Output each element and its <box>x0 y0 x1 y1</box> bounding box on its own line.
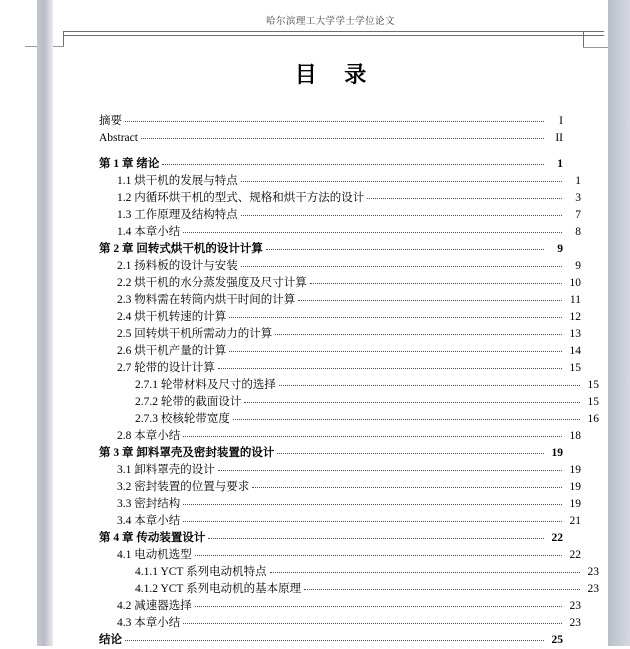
toc-entry-label: 第 3 章 卸料罩壳及密封装置的设计 <box>99 447 275 459</box>
toc-dot-leader <box>229 309 562 320</box>
toc-dot-leader <box>229 343 562 354</box>
page-header <box>53 0 608 46</box>
frame-corner-right <box>583 31 584 48</box>
toc-entry-page-number: 23 <box>569 600 581 612</box>
toc-entry[interactable] <box>99 377 599 394</box>
toc-entry-page-number: 1 <box>575 175 581 187</box>
toc-entry[interactable] <box>99 394 599 411</box>
left-margin-gutter <box>37 0 53 646</box>
toc-entry-page-number: 23 <box>569 617 581 629</box>
toc-dot-leader <box>195 598 562 609</box>
toc-entry-label: 1.4 本章小结 <box>117 226 181 238</box>
toc-dot-leader <box>141 130 544 141</box>
toc-entry[interactable] <box>99 496 581 513</box>
toc-entry[interactable] <box>99 130 563 147</box>
toc-entry-page-number: 19 <box>551 447 563 459</box>
toc-entry[interactable] <box>99 173 581 190</box>
toc-entry-label: 2.8 本章小结 <box>117 430 181 442</box>
toc-entry-page-number: 12 <box>569 311 581 323</box>
toc-entry-label: 2.2 烘干机的水分蒸发强度及尺寸计算 <box>117 277 307 289</box>
toc-entry[interactable] <box>99 445 563 462</box>
toc-entry[interactable] <box>99 343 581 360</box>
toc-entry-label: 3.3 密封结构 <box>117 498 181 510</box>
toc-dot-leader <box>183 428 562 439</box>
toc-dot-leader <box>310 275 562 286</box>
toc-entry-page-number: 19 <box>569 498 581 510</box>
toc-entry[interactable] <box>99 598 581 615</box>
frame-corner-left <box>63 31 64 47</box>
toc-dot-leader <box>241 207 562 218</box>
toc-dot-leader <box>218 462 562 473</box>
right-scroll-gutter <box>608 0 630 646</box>
toc-entry[interactable] <box>99 326 581 343</box>
toc-entry[interactable] <box>99 207 581 224</box>
toc-entry-label: 4.2 减速器选择 <box>117 600 192 612</box>
toc-entry[interactable] <box>99 309 581 326</box>
toc-entry-page-number: 22 <box>569 549 581 561</box>
toc-dot-leader <box>304 581 580 592</box>
toc-entry-page-number: 15 <box>569 362 581 374</box>
toc-entry[interactable] <box>99 632 563 649</box>
toc-entry[interactable] <box>99 224 581 241</box>
toc-entry-page-number: 15 <box>587 379 599 391</box>
toc-dot-leader <box>233 411 580 422</box>
table-of-contents <box>99 113 599 649</box>
toc-entry-page-number: I <box>559 115 563 127</box>
toc-entry[interactable] <box>99 615 581 632</box>
toc-entry-page-number: 16 <box>587 413 599 425</box>
toc-dot-leader <box>241 173 562 184</box>
toc-entry-page-number: 10 <box>569 277 581 289</box>
document-page <box>53 0 608 646</box>
toc-entry-label: 2.4 烘干机转速的计算 <box>117 311 227 323</box>
toc-entry[interactable] <box>99 156 563 173</box>
toc-dot-leader <box>183 224 562 235</box>
toc-spacer <box>99 147 563 156</box>
toc-entry-page-number: 8 <box>575 226 581 238</box>
toc-dot-leader <box>125 113 544 124</box>
toc-entry-page-number: 21 <box>569 515 581 527</box>
toc-dot-leader <box>195 547 562 558</box>
toc-entry-label: 4.1.1 YCT 系列电动机特点 <box>135 566 267 578</box>
toc-dot-leader <box>162 156 544 167</box>
toc-dot-leader <box>298 292 562 303</box>
toc-entry-label: 摘要 <box>99 115 122 127</box>
toc-entry-label: 2.1 扬料板的设计与安装 <box>117 260 238 272</box>
toc-dot-leader <box>183 513 562 524</box>
toc-dot-leader <box>266 241 544 252</box>
toc-entry-page-number: 1 <box>557 158 563 170</box>
toc-entry-label: 4.3 本章小结 <box>117 617 181 629</box>
running-head-text: 哈尔滨理工大学学士学位论文 <box>266 17 395 27</box>
toc-dot-leader <box>244 394 580 405</box>
toc-dot-leader <box>275 326 562 337</box>
toc-entry-page-number: 23 <box>587 583 599 595</box>
toc-entry-page-number: 15 <box>587 396 599 408</box>
toc-entry-label: 2.3 物料需在转筒内烘干时间的计算 <box>117 294 296 306</box>
toc-entry-label: 2.7.2 轮带的截面设计 <box>135 396 242 408</box>
toc-entry-page-number: 9 <box>557 243 563 255</box>
toc-entry[interactable] <box>99 564 599 581</box>
toc-dot-leader <box>125 632 544 643</box>
toc-entry-label: 2.7.3 校核轮带宽度 <box>135 413 230 425</box>
toc-entry-page-number: II <box>555 132 563 144</box>
toc-dot-leader <box>208 530 544 541</box>
toc-entry[interactable] <box>99 428 581 445</box>
toc-entry[interactable] <box>99 411 599 428</box>
header-double-rule <box>63 31 604 36</box>
toc-dot-leader <box>183 496 562 507</box>
toc-entry-label: 第 1 章 绪论 <box>99 158 160 170</box>
toc-entry-label: 1.3 工作原理及结构特点 <box>117 209 238 221</box>
toc-entry-page-number: 23 <box>587 566 599 578</box>
toc-entry-label: 3.1 卸料罩壳的设计 <box>117 464 215 476</box>
toc-entry-label: 结论 <box>99 634 122 646</box>
toc-entry-label: 4.1 电动机选型 <box>117 549 192 561</box>
toc-entry[interactable] <box>99 292 581 309</box>
toc-entry-label: 4.1.2 YCT 系列电动机的基本原理 <box>135 583 302 595</box>
toc-dot-leader <box>367 190 562 201</box>
toc-entry-page-number: 19 <box>569 464 581 476</box>
toc-entry-page-number: 13 <box>569 328 581 340</box>
toc-entry-label: 2.5 回转烘干机所需动力的计算 <box>117 328 273 340</box>
toc-entry[interactable] <box>99 190 581 207</box>
toc-entry-label: 3.4 本章小结 <box>117 515 181 527</box>
toc-entry[interactable] <box>99 275 581 292</box>
page-title: 目 录 <box>294 62 378 87</box>
toc-entry-label: 第 4 章 传动装置设计 <box>99 532 206 544</box>
toc-dot-leader <box>218 360 562 371</box>
toc-entry-page-number: 25 <box>551 634 563 646</box>
toc-entry-page-number: 3 <box>575 192 581 204</box>
toc-dot-leader <box>252 479 562 490</box>
toc-entry-label: 2.7.1 轮带材料及尺寸的选择 <box>135 379 276 391</box>
toc-entry[interactable] <box>99 530 563 547</box>
toc-dot-leader <box>279 377 580 388</box>
toc-entry[interactable] <box>99 581 599 598</box>
toc-entry-page-number: 7 <box>575 209 581 221</box>
toc-entry-page-number: 14 <box>569 345 581 357</box>
toc-entry-page-number: 22 <box>551 532 563 544</box>
toc-entry[interactable] <box>99 241 563 258</box>
toc-dot-leader <box>183 615 562 626</box>
toc-entry[interactable] <box>99 479 581 496</box>
toc-entry-label: 3.2 密封装置的位置与要求 <box>117 481 250 493</box>
toc-entry-label: 1.1 烘干机的发展与特点 <box>117 175 238 187</box>
toc-entry[interactable] <box>99 360 581 377</box>
toc-entry[interactable] <box>99 513 581 530</box>
toc-entry[interactable] <box>99 258 581 275</box>
toc-entry[interactable] <box>99 547 581 564</box>
toc-entry-label: 2.6 烘干机产量的计算 <box>117 345 227 357</box>
toc-entry-label: 1.2 内循环烘干机的型式、规格和烘干方法的设计 <box>117 192 365 204</box>
toc-entry[interactable] <box>99 113 563 130</box>
toc-dot-leader <box>270 564 580 575</box>
toc-entry-label: 2.7 轮带的设计计算 <box>117 362 215 374</box>
toc-entry-page-number: 19 <box>569 481 581 493</box>
toc-entry-label: 第 2 章 回转式烘干机的设计计算 <box>99 243 263 255</box>
toc-entry-page-number: 11 <box>569 294 581 306</box>
toc-entry-page-number: 18 <box>569 430 581 442</box>
toc-entry-label: Abstract <box>99 132 138 144</box>
toc-dot-leader <box>241 258 562 269</box>
toc-entry-page-number: 9 <box>575 260 581 272</box>
toc-dot-leader <box>277 445 544 456</box>
toc-entry[interactable] <box>99 462 581 479</box>
